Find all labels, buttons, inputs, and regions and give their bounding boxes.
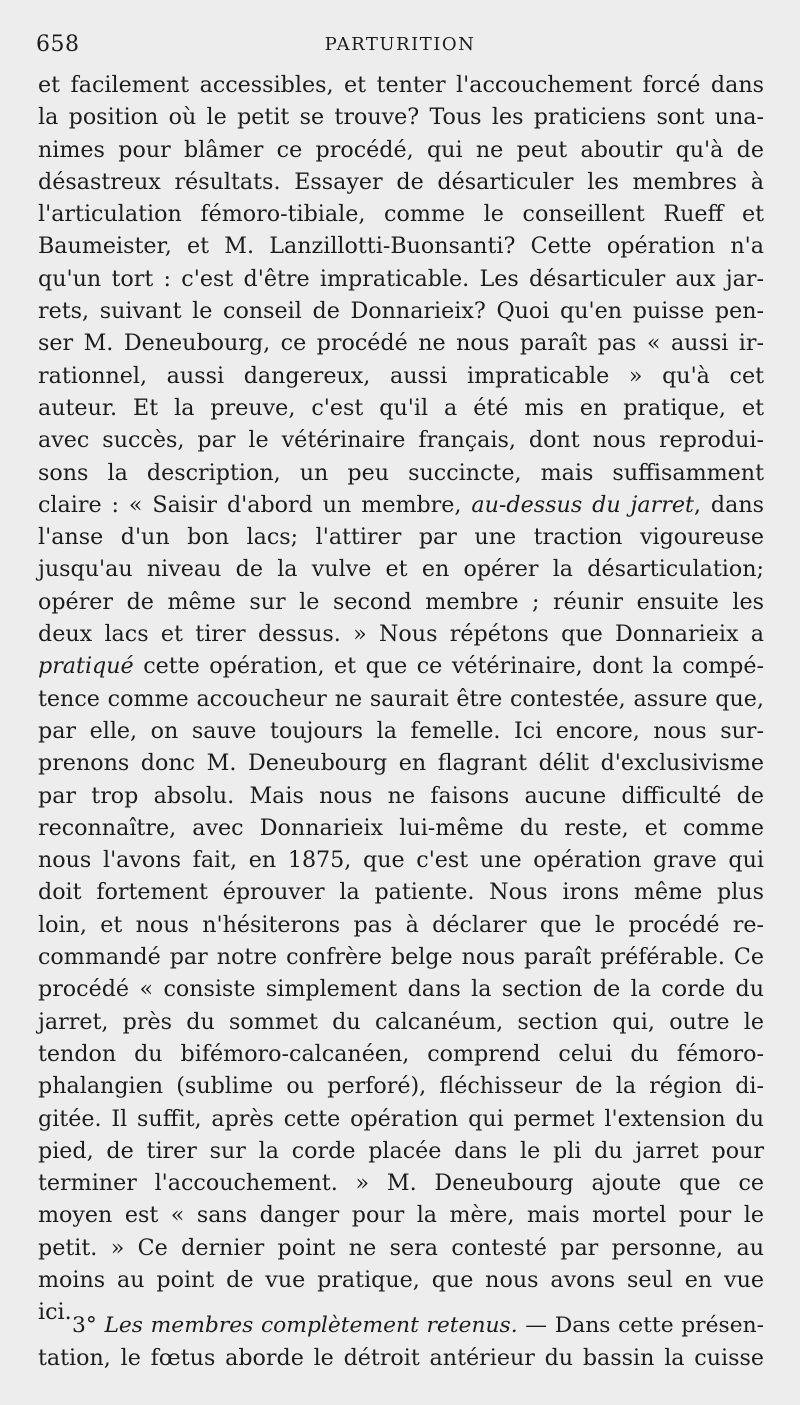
text-line: et facilement accessibles, et tenter l'accouchement forcé dans bbox=[38, 72, 764, 98]
text-line: rationnel, aussi dangereux, aussi impraticable » qu'à cet bbox=[38, 362, 764, 389]
text-line: moins au point de vue pratique, que nous avons seul en vue bbox=[38, 1266, 764, 1293]
text-line: l'articulation fémoro-tibiale, comme le conseillent Rueff et bbox=[38, 201, 764, 228]
text-line: nimes pour blâmer ce procédé, qui ne peut aboutir qu'à de bbox=[38, 136, 764, 163]
text-line: pied, de tirer sur la corde placée dans le pli du jarret pour bbox=[38, 1137, 764, 1164]
text-line: commandé par notre confrère belge nous paraît préférable. Ce bbox=[38, 944, 764, 971]
text-line: nous l'avons fait, en 1875, que c'est une opération grave qui bbox=[38, 847, 764, 874]
text-line: sons la description, un peu succincte, mais suffisamment bbox=[38, 459, 764, 486]
text-segment: , dans bbox=[693, 491, 765, 518]
text-segment: — Dans cette présen- bbox=[517, 1313, 764, 1338]
section-first-line bbox=[38, 1310, 764, 1342]
text-line: rets, suivant le conseil de Donnarieix? Quoi qu'en puisse pen- bbox=[38, 298, 764, 325]
text-line: par trop absolu. Mais nous ne faisons aucune difficulté de bbox=[38, 782, 764, 809]
text-line: auteur. Et la preuve, c'est qu'il a été mis en pratique, et bbox=[38, 394, 764, 421]
text-line: petit. » Ce dernier point ne sera contesté par personne, au bbox=[38, 1234, 764, 1261]
section-title: Les membres complètement retenus. bbox=[104, 1313, 518, 1338]
text-line: l'anse d'un bon lacs; l'attirer par une traction vigoureuse bbox=[38, 524, 764, 551]
text-line-with-italic bbox=[38, 489, 764, 521]
main-paragraph bbox=[38, 69, 764, 1329]
text-line: par elle, on sauve toujours la femelle. Ici encore, nous sur- bbox=[38, 717, 764, 744]
text-line: qu'un tort : c'est d'être impraticable. Les désarticuler aux jar- bbox=[38, 265, 764, 292]
page-header bbox=[36, 32, 764, 62]
text-line: reconnaître, avec Donnarieix lui-même du reste, et comme bbox=[38, 814, 764, 841]
text-line: tence comme accoucheur ne saurait être contestée, assure que, bbox=[38, 685, 764, 712]
page-number: 658 bbox=[36, 32, 80, 57]
italic-word: pratiqué bbox=[38, 653, 134, 680]
section-number: 3° bbox=[72, 1313, 97, 1338]
italic-phrase: au-dessus du jarret bbox=[471, 491, 694, 518]
text-line-with-italic bbox=[38, 650, 764, 682]
text-segment: cette opération, et que ce vétérinaire, dont la compé- bbox=[133, 653, 764, 680]
text-line: la position où le petit se trouve? Tous les praticiens sont una- bbox=[38, 104, 764, 131]
text-line: doit fortement éprouver la patiente. Nous irons même plus bbox=[38, 879, 764, 906]
text-line: phalangien (sublime ou perforé), fléchisseur de la région di- bbox=[38, 1073, 764, 1100]
text-line: loin, et nous n'hésiterons pas à déclarer que le procédé re- bbox=[38, 911, 764, 938]
section-heading-paragraph bbox=[38, 1310, 764, 1375]
text-line: procédé « consiste simplement dans la section de la corde du bbox=[38, 976, 764, 1003]
text-line: avec succès, par le vétérinaire français, dont nous reprodui- bbox=[38, 427, 764, 454]
text-line: moyen est « sans danger pour la mère, mais mortel pour le bbox=[38, 1202, 764, 1229]
text-line: tendon du bifémoro-calcanéen, comprend celui du fémoro- bbox=[38, 1040, 764, 1067]
text-line-last: ici. bbox=[38, 1299, 72, 1326]
text-line: jusqu'au niveau de la vulve et en opérer la désarticulation; bbox=[38, 556, 764, 583]
text-line: opérer de même sur le second membre ; réunir ensuite les bbox=[38, 588, 764, 615]
text-line: jarret, près du sommet du calcanéum, section qui, outre le bbox=[38, 1008, 764, 1035]
text-line: terminer l'accouchement. » M. Deneubourg ajoute que ce bbox=[38, 1170, 764, 1197]
running-title: PARTURITION bbox=[324, 34, 476, 55]
text-line: Baumeister, et M. Lanzillotti-Buonsanti? Cette opération n'a bbox=[38, 233, 764, 260]
text-line: désastreux résultats. Essayer de désarticuler les membres à bbox=[38, 168, 764, 195]
text-line: ser M. Deneubourg, ce procédé ne nous paraît pas « aussi ir- bbox=[38, 330, 764, 357]
text-segment: claire : « Saisir d'abord un membre, bbox=[38, 491, 472, 518]
text-line: prenons donc M. Deneubourg en flagrant délit d'exclusivisme bbox=[38, 750, 764, 777]
text-line: gitée. Il suffit, après cette opération qui permet l'extension du bbox=[38, 1105, 764, 1132]
text-line: tation, le fœtus aborde le détroit antérieur du bassin la cuisse bbox=[38, 1345, 764, 1372]
text-line: deux lacs et tirer dessus. » Nous répétons que Donnarieix a bbox=[38, 621, 764, 648]
